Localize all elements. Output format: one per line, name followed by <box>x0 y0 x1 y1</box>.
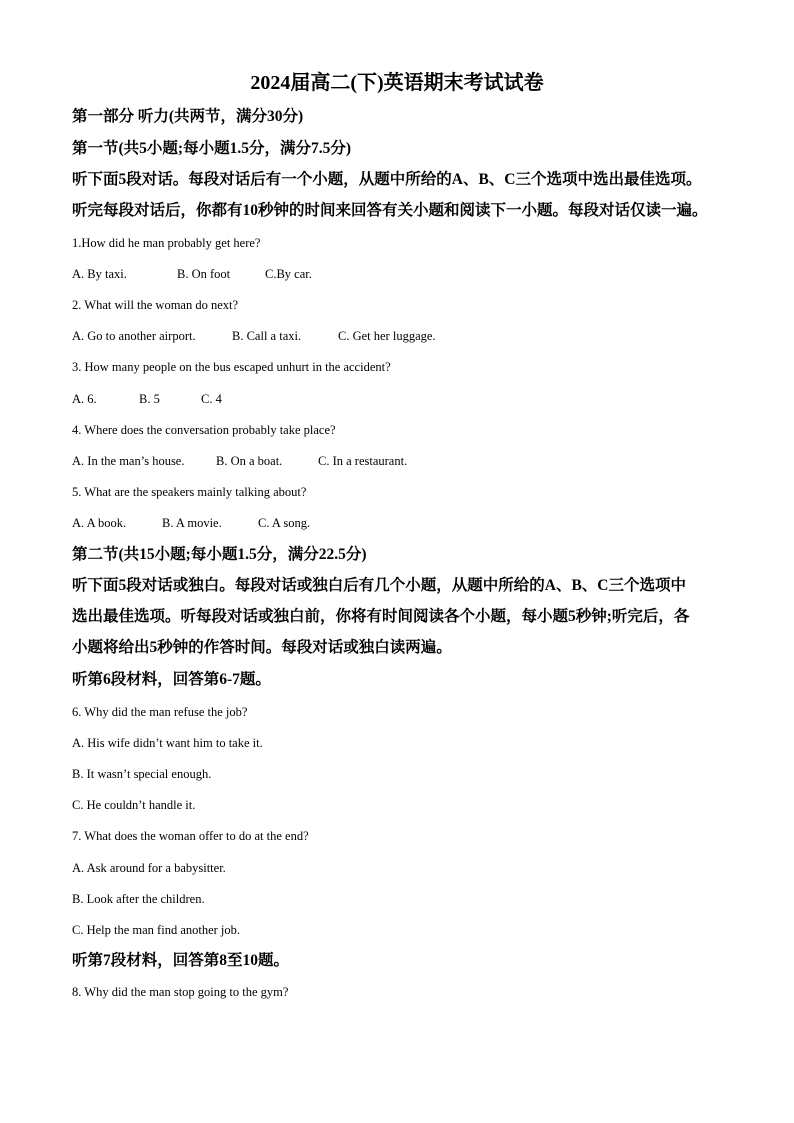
question-1-options <box>72 264 312 284</box>
question-2-option-a: A. Go to another airport. <box>72 329 196 343</box>
question-6-option-b: B. It wasn’t special enough. <box>72 767 212 781</box>
section2-instruction-1: 听下面5段对话或独白。每段对话或独白后有几个小题，从题中所给的A、B、C三个选项中 <box>72 577 686 594</box>
material-6-heading: 听第6段材料，回答第6-7题。 <box>72 671 271 688</box>
question-5-option-c: C. A song. <box>258 516 311 530</box>
question-4-option-b: B. On a boat. <box>216 454 283 468</box>
question-5-option-b: B. A movie. <box>162 516 222 530</box>
question-6-option-c: C. He couldn’t handle it. <box>72 798 196 812</box>
question-4-option-c: C. In a restaurant. <box>318 454 408 468</box>
question-3-option-a: A. 6. <box>72 392 97 406</box>
question-7-stem: 7. What does the woman offer to do at the end? <box>72 829 309 843</box>
question-7-option-b: B. Look after the children. <box>72 892 205 906</box>
question-4-options <box>72 451 407 471</box>
question-5-stem: 5. What are the speakers mainly talking about? <box>72 485 307 499</box>
question-3-option-b: B. 5 <box>139 392 160 406</box>
question-6-stem: 6. Why did the man refuse the job? <box>72 705 248 719</box>
question-4-stem: 4. Where does the conversation probably take place? <box>72 423 336 437</box>
question-6-option-a: A. His wife didn’t want him to take it. <box>72 736 263 750</box>
question-2-stem: 2. What will the woman do next? <box>72 298 239 312</box>
question-2-option-c: C. Get her luggage. <box>338 329 436 343</box>
question-1-stem: 1.How did he man probably get here? <box>72 236 261 250</box>
section2-instruction-3: 小题将给出5秒钟的作答时间。每段对话或独白读两遍。 <box>72 639 452 656</box>
question-1-option-c: C.By car. <box>265 267 312 281</box>
question-7-option-c: C. Help the man find another job. <box>72 923 241 937</box>
question-3-stem: 3. How many people on the bus escaped unhurt in the accident? <box>72 360 391 374</box>
section2-instruction-2: 选出最佳选项。听每段对话或独白前，你将有时间阅读各个小题，每小题5秒钟;听完后，各 <box>72 608 690 625</box>
question-2-option-b: B. Call a taxi. <box>232 329 302 343</box>
section1-instruction-1: 听下面5段对话。每段对话后有一个小题，从题中所给的A、B、C三个选项中选出最佳选项。 <box>72 171 702 188</box>
question-1-option-b: B. On foot <box>177 267 231 281</box>
exam-title: 2024届高二(下)英语期末考试试卷 <box>250 72 544 94</box>
question-4-option-a: A. In the man’s house. <box>72 454 185 468</box>
question-3-option-c: C. 4 <box>201 392 222 406</box>
section1-heading: 第一节(共5小题;每小题1.5分，满分7.5分) <box>72 140 351 157</box>
question-1-option-a: A. By taxi. <box>72 267 127 281</box>
section2-heading: 第二节(共15小题;每小题1.5分，满分22.5分) <box>72 546 367 563</box>
question-5-option-a: A. A book. <box>72 516 127 530</box>
question-2-options <box>72 326 436 346</box>
question-8-stem: 8. Why did the man stop going to the gym? <box>72 985 289 999</box>
section1-instruction-2: 听完每段对话后，你都有10秒钟的时间来回答有关小题和阅读下一小题。每段对话仅读一遍。 <box>72 202 708 219</box>
material-7-heading: 听第7段材料，回答第8至10题。 <box>72 952 290 969</box>
part1-heading: 第一部分 听力(共两节，满分30分) <box>72 108 304 125</box>
question-7-option-a: A. Ask around for a babysitter. <box>72 861 226 875</box>
question-3-options <box>72 389 222 409</box>
question-5-options <box>72 513 310 533</box>
